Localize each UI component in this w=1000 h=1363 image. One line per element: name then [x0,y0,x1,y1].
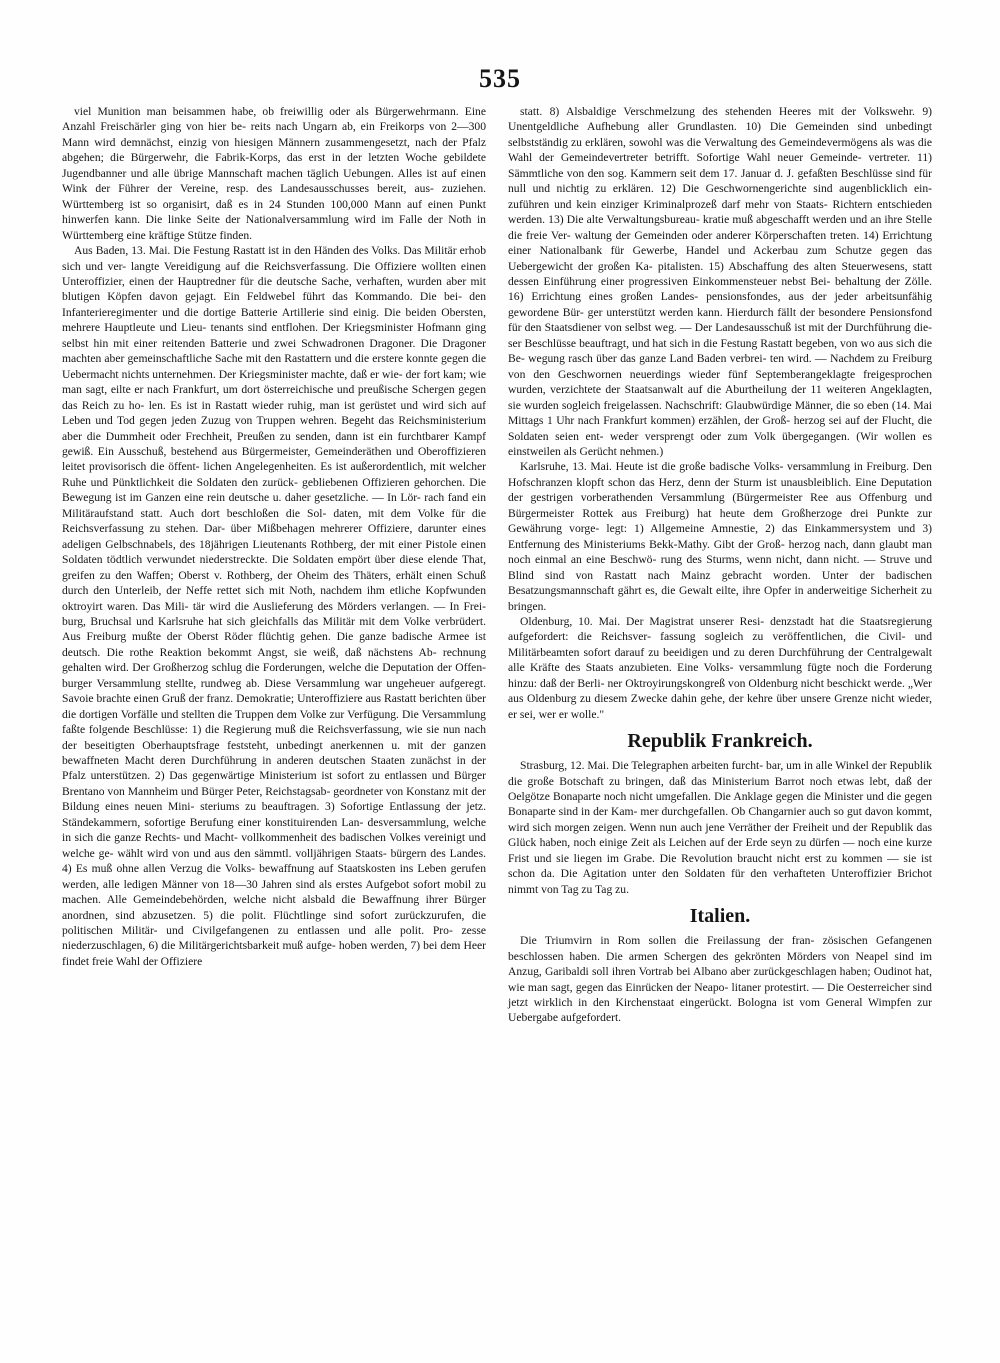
article-paragraph [62,243,486,969]
text-line: der 11 weiteren Angeklagten, sie wurden sogleich freigelassen. [508,383,932,412]
text-line: herzog sei auf der Flucht, die Soldaten seien ent- [508,414,932,443]
text-line: wählt wird von und aus den sämmtl. volljährigen Staats- [117,846,387,860]
right-column [508,104,932,1026]
text-line: mer durchgefallen. Ob Changarnier auch so gut davon kommt, [640,805,932,819]
text-line: bewaffnung auf Staatskosten ins Leben gerufen werden, alle [62,862,486,891]
text-line: Strasburg, 12. Mai. Die Telegraphen arbeiten furcht- [520,759,764,773]
text-line: Pensionsfond für den Staatsdiener von selbst weg. — Der [508,305,932,335]
text-line: einen Schuß durch den Unterleib, der Neffe rettet sich mit Noth, [62,568,486,598]
text-line: Gemeinderäthen und Oberoffizieren leitet provisorisch die öffent- [62,444,487,474]
text-line: ger unterstützt werden kann. Hierdurch fällt der besondere [587,305,866,319]
text-line: Aus Baden, 13. Mai. Die Festung Rastatt ist in [74,244,292,258]
text-line: daten, mit dem Volke für die Reichsverfassung zu stehen. Dar- [62,506,486,536]
text-line: Brentano von Mannheim und Bürger Peter, Reichstagsab- [62,784,331,798]
text-line: Karlsruhe, 13. Mai. Heute ist die große badische Volks- [520,460,784,474]
text-line: 1) die Regierung muß die Reichsverfassung, wie sie nun nach der [62,723,486,752]
text-line: Verfügung. Die Versammlung faßte folgende Beschlüsse: [62,707,486,737]
text-line: den Händen des Volks. Das Militär erhob sich und ver- [62,244,486,273]
text-line: österreichische und preußische Schergen gegen das Reich zu ho- [62,383,486,412]
text-line: zuführen und kein einziger Kriminalprozeß darf mehr von Staats- [508,197,828,211]
text-line: im Ganzen eine rein deutsche u. daher gesetzliche. — In Lör- [129,491,421,505]
text-line: Forderungen, welche die Deputation der Offen- [262,661,486,675]
text-line: bringen, daß das Ministerium Barrot noch etwas lebt, daß [625,774,912,788]
text-line: Blind sind von Rastatt nach Mainz gebracht worden. Unter [508,568,849,582]
text-line: über unsere Grenze nicht wieder, er sei, wer er wolle." [508,692,932,721]
text-line: den Infanterieregimenter und die dortige Batterie Artillerie [62,290,487,319]
text-line: ser Beschlüsse beauftragt, und hat sich in die [508,336,718,350]
text-line: rung des Sturms, wenn nicht, dann nicht. — Struve und [660,553,933,567]
text-line: tenants sind entflohen. Der Kriegsminister Hofmann ging [210,321,486,335]
text-line: Die rothe Reaktion bekommt Angst, sie weiß, daß nächstens Ab- [106,645,437,659]
text-line: Ruhe und Pünktlichkeit die Soldaten den zurück- [62,475,298,489]
text-line: gegen die Minister und die gegen Bonaparte sind in der Kam- [508,790,932,819]
text-line: 3) Entfernung des Ministeriums Bekk-Mathy. Gibt der Groß- [508,522,932,551]
text-line: bürgern des Landes. 4) Es muß ohne allen Verzug die Volks- [62,846,486,876]
text-line: oder Frechheit, Preußen zu senden, dann ist ein furchtbarer [160,429,449,443]
article-paragraph [508,758,932,897]
text-line: Ständekammern, sofortige Berufung einer konstituirenden Lan- [62,815,364,829]
text-line: der Oelgötze Bonaparte noch nicht umgefallen. Die Anklage [508,774,932,804]
text-line: behaltung der Zölle. 16) Errichtung eines großen Landes- [508,274,933,304]
text-line: Militär- und Civilgefangenen zu entlassen und alle polit. Pro- [121,924,453,938]
text-line: kratie muß abgeschafft werden und an ihre Stelle die freie Ver- [508,213,932,242]
text-line: fassung sogleich zu veröffentlichen, die Civil- und Militärbeamten [508,630,932,659]
text-line: vollkommenheit des badischen Volkes vereinigt und welche ge- [62,831,486,860]
text-line: Soldaten für den verhafteten Unteroffizier Brichot nimmt von [508,867,932,896]
text-line: der Pfalz abgehen; die Bürgerwehr, die Fabrik-Korps, das [62,135,486,165]
text-line: erklären. 12) Die Geschwornengerichte sind augenblicklich ein- [612,182,933,196]
text-line: (Wir wollen es einstweilen als Gerücht nehmen.) [508,429,933,458]
text-line: einer Pistole einen Soldaten tödtlich verwundet niederstreckte. [62,537,486,567]
text-line: heute dem Großherzoge drei Punkte zur Gewährung vorge- [508,506,932,536]
text-line: davon gejagt. Ein Feldwebel führt das Kommando. Die bei- [149,290,462,304]
text-line: Landesausschuß ist mit der Durchführung die- [715,321,932,335]
text-line: zesse niederzuschlagen, 6) die Militärgerichtsbarkeit muß aufge- [62,924,486,953]
page-number: 535 [479,64,521,93]
text-line: Freiheit und der Republik das Glück haben, noch einige Zeit [508,820,933,850]
text-line: neuerdings wieder fünf Septemberangeklagte freigesprochen [629,367,933,381]
text-line: ner Oktroyirungskongreß von Oldenburg nicht beschickt werde. [607,676,905,690]
text-line: bar, um in alle Winkel der Republik die große Botschaft zu [508,759,932,788]
text-line: Württemberg eine kräftige Stütze finden. [62,228,253,242]
text-line: über Mißbehagen mehrerer Offiziere, darunter eines adeligen [62,522,486,551]
text-line: Die Gemeinden sind unbedingt selbstständig zu erklären, sowohl [508,120,932,149]
text-line: Richtern entschieden werden. 13) Die alte Verwaltungsbureau- [508,197,933,227]
text-line: tär wird die Auslieferung des Mörders verlangen. — In Frei- [192,599,487,613]
text-line: vertreter. 11) Sämmtliche von den sog. Kammern seit dem 17. [508,151,932,180]
text-line: selbst hin mit einer reitenden Batterie und zwei Schwadronen [62,336,365,350]
text-line: nichts unternehmen. Der Kriegsminister machte, daß er wie- [121,367,403,381]
text-line: als Leichen auf der Erde seyn zu dürfen — noch eine kurze [652,836,932,850]
text-line: pitalisten. 15) Abschaffung des alten Steuerwesens, statt dessen [508,259,932,288]
article-paragraph [508,459,932,614]
text-line: burg, Bruchsal und Karlsruhe hat sich gleichfalls das Militär [62,614,355,628]
text-line: Volkswehr. 9) Unentgeldliche Aufhebung aller Grundlasten. 10) [508,105,932,134]
text-line: Nachschrift: Glaubwürdige Männer, die so eben (14. Mai [664,398,932,412]
text-line: gegenwärtige Ministerium ist sofort zu entlassen und Bürger [192,769,486,783]
text-line: sofort mobil zu machen. Alle Gemeindebehörden, welche nicht [62,877,487,907]
text-line: der gestrigen vorberathenden Versammlung (Bürgermeister Ree [508,491,829,505]
text-line: weder versprengt oder zum Volk übergegangen. [610,429,850,443]
left-column [62,104,486,969]
text-line: über die dortigen Vorfälle und stellten die Truppen dem Volke zur [62,692,487,721]
text-line: desversammlung, welche in sich die ganze Rechts- und Macht- [62,815,486,845]
article-paragraph [62,104,486,243]
text-line: des gekrönten Mörders von Neapel sind im Anzug, Garibaldi [508,949,932,979]
text-line: der fort kam; wie man sagt, eilte er nach Frankfurt, um dort [62,367,486,397]
text-line: Tag zu Tag zu. [561,882,629,896]
text-line: waltung der Gemeinden oder anderer Körperschaften treten. [574,228,860,242]
text-line: burger Versammlung stellte, rundweg ab. Diese [62,676,291,690]
text-line: gebliebenen Offizieren gehorchen. Die Bewegung ist [62,475,486,505]
text-line: Kirchenstaat eingerückt. Bologna ist vom General Wimpfen [615,996,912,1010]
text-line: Dragoner. Die Dragoner machten aber gemeinschaftliche Sache [62,336,486,366]
text-line: ihre Opfer in anderweitige Sicherheit zu bringen. [508,584,932,613]
text-line: wehren. Begeht das Reichsministerium aber die Dummheit [62,414,486,443]
text-line: demnächst, einzig von hiesigen Männern zusammengesetzt, nach [120,135,437,149]
text-line: Gruß der franz. Demokratie; Unteroffiziere aus Rastatt berichten [161,692,463,706]
text-line: Einführung einer progressiven Einkommensteuer nebst Bei- [543,274,831,288]
text-line: wegung rasch über das ganze Land Baden verbrei- [528,352,767,366]
text-line: 14) Errichtung einer Nationalbank für Gewerbe, Handel und [508,228,932,258]
text-line: Seite der Nationalversammlung wird im Falle der Noth in [196,213,486,227]
text-line: der Führer der Vereine, resp. des Landesausschusses bereit, aus- [95,182,434,196]
text-line: der ganzen bewaffneten Macht deren Durchführung in anderen [62,738,487,768]
text-line: 5) die polit. Flüchtlinge sind sofort zurückzurufen, die politischen [62,908,486,938]
article-paragraph [508,614,932,722]
text-line: litaner protestirt. — Die Oesterreicher sind jetzt wirklich in den [508,980,932,1010]
text-line: statt. 8) Alsbaldige Verschmelzung des stehenden Heeres mit der [520,105,857,118]
text-line: len. Es ist in Rastatt wieder ruhig, man ist gerüstet und [148,398,418,412]
text-line: hoben werden, 7) bei dem Heer findet freie Wahl der Offiziere [62,939,486,968]
text-line: der Gemeindevertreter betrifft. Sofortige Wahl neuer Gemeinde- [539,151,862,165]
text-line: Gelbschnabels, des 18jährigen Lieutenants Rothberg, der mit [105,537,395,551]
text-line: erst in der letzten Woche gebildete Jugendbanner und alle übrige [62,151,486,180]
text-line: steriums zu beauftragen. 3) Sofortige Entlassung der jetz. [200,800,486,814]
text-line: zuziehen. Württemberg ist so organisirt, daß es in 24 Stunden [62,182,487,211]
text-line: mit dem Volke verbrüdert. Aus Freiburg mußte der Oberst [62,614,486,644]
text-line: Mannschaft machen täglich Uebungen. Alles ist auf einen Wink [62,166,486,196]
text-line: rechnung gehalten wird. Der Großherzog schlug die [62,645,486,675]
text-line: erst zu kommen — sie ist schon da. Die Agitation unter den [508,851,932,881]
text-line: Ackerbau zum Schutze gegen das Uebergewicht der großen Ka- [508,244,933,273]
text-line: Centralgewalt alle Kräfte des Staats anzubieten. Eine Volks- [508,645,932,675]
section-heading-france: Republik Frankreich. [627,730,813,753]
text-line: lichen Angelegenheiten. Es ist außerordentlich, mit welcher [203,460,486,474]
text-line: beseitigten Oberhauptsfrage feststeht, unbedingt anerkennen u. mit [84,738,424,752]
text-line: Januar d. J. gefaßten Beschlüsse sind für null und nichtig zu [508,166,933,196]
section-heading-italy: Italien. [689,905,751,928]
text-line: alsbald die Bewaffnung ihrer Bürger anordnen, sind abzusetzen. [62,893,486,922]
article-paragraph [508,104,932,459]
text-line: aus Offenburg und Bürgermeister Rottek aus Freiburg) hat [508,491,932,520]
text-line: versammlung in Freiburg. Den Hofschranzen klopft schon das [508,460,932,489]
text-line: Mittags 1 Uhr nach Frankfurt kommen) erzählen, der Groß- [508,414,791,428]
text-line: mit den Rastattern und die erstere konnte gegen die Uebermacht [62,352,486,381]
text-line: Bürgerwehrmann. Eine Anzahl Freischärler ging von hier be- [62,105,486,134]
text-line: langte Vereidigung auf die Reichsverfassung. Die Offiziere [130,259,417,273]
text-line: denzstadt hat die Staatsregierung aufgefordert: die Reichsver- [508,614,932,644]
text-line: ledigen Männer von 18—30 Jahren sind als erstes Aufgebot [123,877,410,891]
text-line: deutsche Sache, verhaften, wurden aber mit blutigen Köpfen [62,274,486,304]
text-line: was die Verwaltung des Gemeindevermögens als was die Wahl [508,135,933,165]
text-line: Herz, denn der Sturm ist unausbleiblich. Eine Deputation [658,475,932,489]
text-line: Oudinot hat, wie man sagt, gegen das Einrücken der Neapo- [508,965,932,994]
text-line: Frist und sie liegen im Grabe. Die Revolution braucht nicht [508,851,800,865]
text-line: sofort darauf zu beeidigen und zu deren Durchführung der [583,645,863,659]
text-line: geordneter von Konstanz mit der Bildung eines neuen Mini- [62,784,486,814]
text-line: viel Munition man beisammen habe, ob freiwillig oder als [74,105,369,118]
text-line: versammlung fügte noch die Forderung hinzu: daß der Berli- [508,661,932,690]
text-line: pensionsfondes, aus der jeder arbeitsunfähig gewordene Bür- [508,290,933,319]
text-line: sind einig. Die beiden Obersten, mehrere Hauptleute und Lieu- [62,305,486,335]
text-line: deutschen Staaten zunächst in der Pfalz unterstützen. 2) Das [62,754,486,783]
text-line: zösischen Gefangenen beschlossen haben. Die armen Schergen [508,934,932,963]
article-paragraph [508,933,932,1026]
text-line: Die Soldaten empört über diese elende That, greifen zu den [62,553,486,582]
text-line: Kampf gewiß. Ein Ausschuß, bestehend aus Bürgermeister, [62,429,486,458]
text-line: wird sich auf Leben und Tod gegen jeden Zuzug von Truppen [62,398,487,428]
text-line: herzog nach, dann glaubt man noch einmal an eine Beschwö- [508,537,932,567]
text-line: Waffen; Oberst v. Rothberg, der Oheim des Thäters, erhält [136,568,423,582]
text-line: rach fand ein Militäraufstand statt. Auch dort beschloßen die Sol- [62,491,486,520]
text-line: Oldenburg, 10. Mai. Der Magistrat unserer Resi- [520,614,765,628]
text-line: wird sich morgen zeigen. Wenn nun auch jene Verräther der [508,820,790,834]
text-line: wollten einen Unteroffizier, einen der Hauptredner für die [62,259,487,288]
text-line: Festung Rastatt begeben, von wo aus sich die Be- [508,336,932,366]
text-line: Röder flüchtig gehen. Die ganze badische Armee ist deutsch. [62,630,486,659]
text-line: 100,000 Mann auf einen Punkt hinwerfen kann. Die linke [62,197,486,227]
text-line: nachdem ihm etliche Kopfwunden oktroyirt waren. Das Mili- [62,584,486,613]
text-line: Die Triumvirn in Rom sollen die Freilassung der fran- [520,934,815,948]
text-line: ten wird. — Nachdem zu Freiburg von den Geschwornen [508,352,932,381]
text-line: reits nach Ungarn ab, ein Freikorps von 2—300 Mann wird [62,120,486,149]
text-line: wurden, verzichtete der Staatsanwalt auf die Aburtheilung [508,383,787,397]
text-line: zur Uebergabe aufgefordert. [508,996,932,1025]
text-line: soll ihren Vortrab bei Albano aber zurückgeschlagen haben; [591,965,871,979]
text-line: legt: 1) Allgemeine Amnestie, 2) das Einkammersystem und [606,522,916,536]
text-line: Versammlung war ungeheuer aufgeregt. Savoie brachte einen [62,676,486,706]
text-line: der badischen Besatzungsmannschaft gährt es, die Gewalt eilte, [508,568,932,598]
text-line: „Wer aus Oldenburg zu diesem Zwecke dahin gehe, der kehre [508,676,933,706]
